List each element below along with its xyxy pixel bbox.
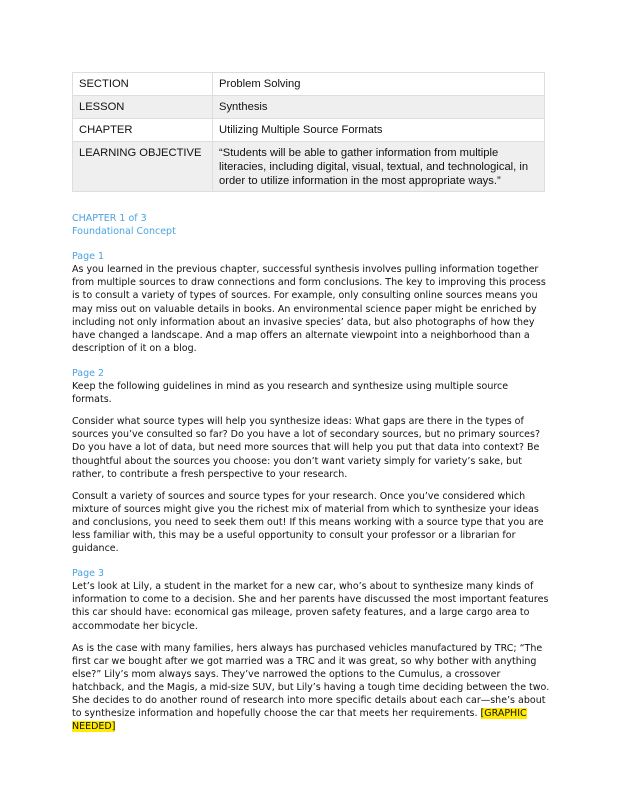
- page1-paragraph: As you learned in the previous chapter, successful synthesis involves pulling information together from multiple sources to draw connections and form conclusions. The key to improving this process is to consult a variety of types of sources. For example, only consulting online sources means you may miss out on valuable details in books. An environmental science paper might be enriched by including not only information about an invasive species’ data, but also photographs of how they have changed a landscape. And a map offers an alternate viewpoint into a neighborhood than a description of it on a blog.: [72, 264, 546, 354]
- page1-heading: Page 1: [72, 251, 105, 263]
- meta-value: Problem Solving: [213, 73, 545, 96]
- meta-label: CHAPTER: [73, 119, 213, 142]
- page3-heading: Page 3: [72, 568, 105, 580]
- meta-value: Synthesis: [213, 96, 545, 119]
- page2-paragraph-3: Consult a variety of sources and source types for your research. Once you’ve considered which mixture of sources might give you the richest mix of material from which to synthesize your ideas and conclusions, you need to seek them out! If this means working with a source type that you are less familiar with, this may be a useful opportunity to consult your professor or a librarian for guidance.: [72, 490, 544, 555]
- meta-row-section: [73, 73, 545, 96]
- page3-paragraph-2-text: As is the case with many families, hers always has purchased vehicles manufactured by TRC; “The first car we bought after we got married was a TRC and it was great, so why bother with anything else?” Lily’s mom always says. They’ve narrowed the options to the Cumulus, a crossover hatchback, and the Magis, a mid-size SUV, but Lily’s having a tough time deciding between the two. She decides to do another round of research into more specific details about each car—she’s about to synthesize information and hopefully choose the car that meets her requirements.: [72, 642, 550, 720]
- page3-paragraph-1: Let’s look at Lily, a student in the market for a new car, who’s about to synthesize many kinds of information to come to a decision. She and her parents have discussed the most important features this car should have: economical gas mileage, proven safety features, and a large cargo area to accommodate her bicycle.: [72, 581, 549, 632]
- meta-value: “Students will be able to gather information from multiple literacies, including digital, visual, textual, and technological, in order to utilize information in the most appropriate ways.”: [213, 142, 545, 192]
- meta-row-objective: [73, 142, 545, 192]
- lesson-meta-table: [72, 72, 545, 192]
- document-body: [72, 212, 550, 733]
- chapter-title: Foundational Concept: [72, 226, 176, 238]
- page2-paragraph-1: Keep the following guidelines in mind as you research and synthesize using multiple source formats.: [72, 381, 509, 406]
- meta-row-lesson: [73, 96, 545, 119]
- meta-value: Utilizing Multiple Source Formats: [213, 119, 545, 142]
- meta-label: SECTION: [73, 73, 213, 96]
- page2-heading: Page 2: [72, 367, 105, 379]
- meta-row-chapter: [73, 119, 545, 142]
- graphic-needed-placeholder: [GRAPHIC NEEDED]: [72, 708, 527, 733]
- meta-label: LESSON: [73, 96, 213, 119]
- chapter-number: CHAPTER 1 of 3: [72, 213, 147, 224]
- meta-label: LEARNING OBJECTIVE: [73, 142, 213, 192]
- page2-paragraph-2: Consider what source types will help you synthesize ideas: What gaps are there in the types of sources you’ve consulted so far? Do you have a lot of secondary sources, but no primary sources? Do you have a lot of data, but need more sources that will help you put that data into context? Be thoughtful about the sources you choose: you don’t want variety simply for variety’s sake, but rather, to contribute a fresh perspective to your research.: [72, 416, 541, 480]
- page3-paragraph-2: [72, 642, 550, 734]
